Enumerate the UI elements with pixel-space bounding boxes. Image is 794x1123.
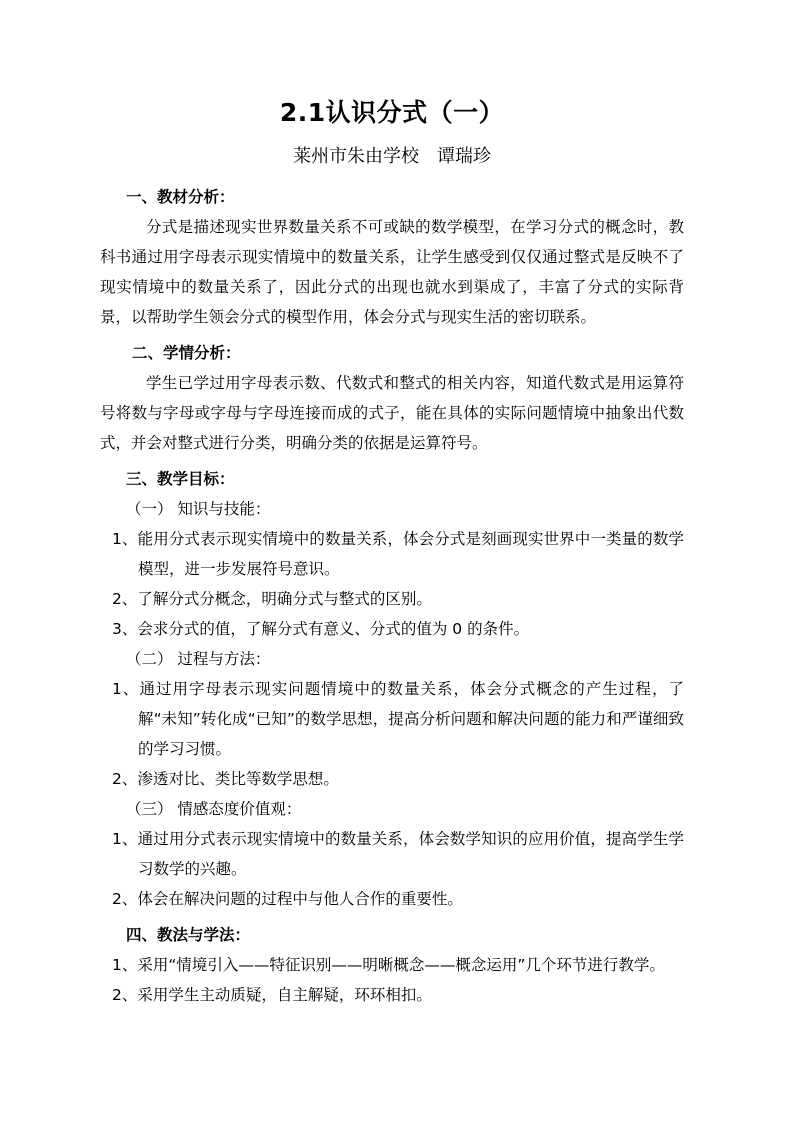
- document-subtitle: 莱州市朱由学校 谭瑞珍: [293, 146, 491, 167]
- list-item-text: 采用“情境引入——特征识别——明晰概念——概念运用”几个环节进行教学。: [137, 956, 665, 974]
- section-paragraph-1: 分式是描述现实世界数量关系不可或缺的数学模型，在学习分式的概念时，教科书通过用字母表示现实情境中的数量关系，让学生感受到仅仅通过整式是反映不了现实情境中的数量关系了，因此分式的出现也就水到渠成了，丰富了分式的实际背景，以帮助学生领会分式的模型作用，体会分式与现实生活的密切联系。: [100, 218, 684, 326]
- list-item: [100, 950, 684, 980]
- list-item: [100, 524, 684, 584]
- list-item-text: 通过用分式表示现实情境中的数量关系，体会数学知识的应用价值，提高学生学习数学的兴趣。: [137, 830, 684, 878]
- list-item-marker: 2、: [112, 890, 138, 908]
- list-item: [100, 584, 684, 614]
- subsection-label-attitude: （三） 情感态度价值观：: [126, 800, 302, 818]
- subsection-label-knowledge: （一） 知识与技能：: [126, 500, 271, 518]
- section-heading-1: 一、教材分析：: [126, 188, 235, 206]
- list-item-marker: 3、: [112, 620, 138, 638]
- list-item: [100, 824, 684, 884]
- document-content: [100, 0, 684, 1010]
- list-item-marker: 1、: [112, 530, 138, 548]
- document-title: 2.1认识分式（一）: [279, 98, 505, 127]
- list-item-marker: 1、: [112, 830, 138, 848]
- list-item-text: 会求分式的值，了解分式有意义、分式的值为 0 的条件。: [137, 620, 530, 638]
- list-item: [100, 884, 684, 914]
- list-item-text: 采用学生主动质疑，自主解疑，环环相扣。: [137, 986, 432, 1004]
- list-item: [100, 674, 684, 764]
- list-item-marker: 2、: [112, 770, 138, 788]
- list-item-text: 通过用字母表示现实问题情境中的数量关系，体会分式概念的产生过程，了解“未知”转化成“已知”的数学思想，提高分析问题和解决问题的能力和严谨细致的学习习惯。: [138, 680, 684, 758]
- list-item: [100, 614, 684, 644]
- list-item: [100, 980, 684, 1010]
- section-heading-4: 四、教法与学法：: [126, 926, 251, 944]
- list-item: [100, 764, 684, 794]
- list-item-text: 体会在解决问题的过程中与他人合作的重要性。: [137, 890, 463, 908]
- section-paragraph-2: 学生已学过用字母表示数、代数式和整式的相关内容，知道代数式是用运算符号将数与字母或字母与字母连接而成的式子，能在具体的实际问题情境中抽象出代数式，并会对整式进行分类，明确分类的依据是运算符号。: [100, 374, 684, 452]
- section-heading-2: 二、学情分析：: [132, 344, 241, 362]
- list-item-marker: 1、: [112, 680, 140, 698]
- subsection-label-process: （二） 过程与方法：: [126, 650, 271, 668]
- list-item-marker: 2、: [112, 590, 138, 608]
- list-item-marker: 1、: [112, 956, 138, 974]
- list-item-marker: 2、: [112, 986, 138, 1004]
- list-item-text: 能用分式表示现实情境中的数量关系，体会分式是刻画现实世界中一类量的数学模型，进一步发展符号意识。: [137, 530, 684, 578]
- list-item-text: 了解分式分概念，明确分式与整式的区别。: [137, 590, 432, 608]
- list-item-text: 渗透对比、类比等数学思想。: [137, 770, 339, 788]
- section-heading-3: 三、教学目标：: [126, 470, 235, 488]
